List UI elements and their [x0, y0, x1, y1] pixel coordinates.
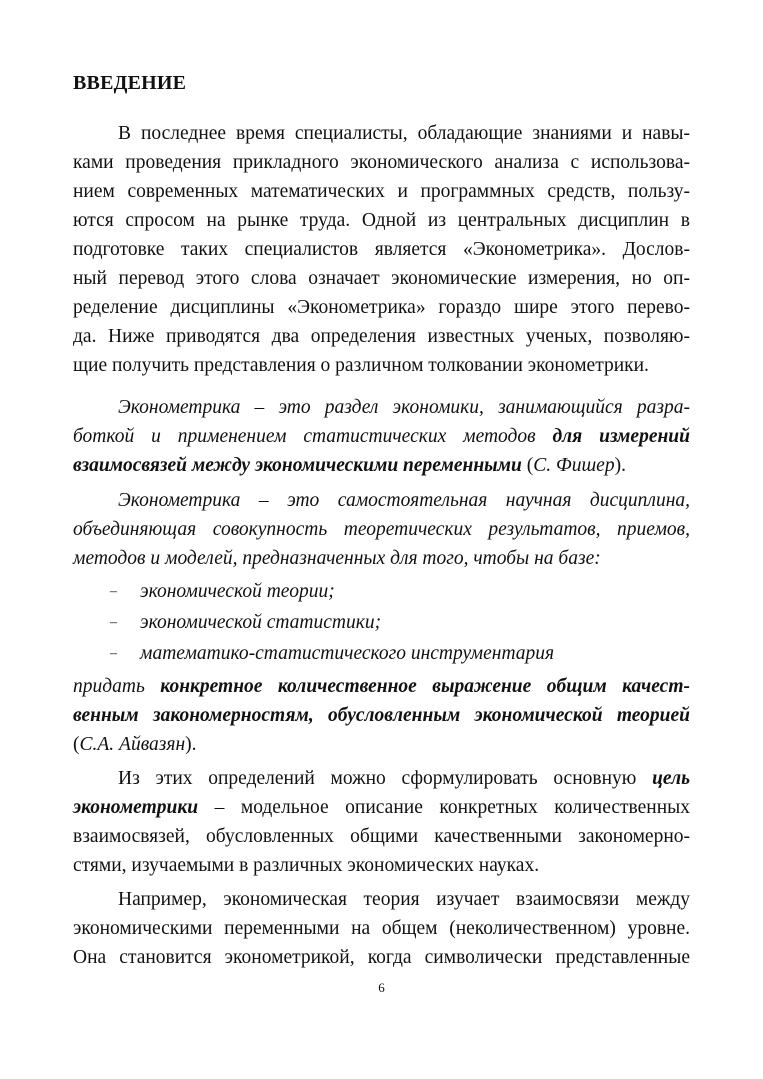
paragraph-line: ределение дисциплины «Эконометрика» гораздо шире этого перево- [73, 297, 690, 318]
definition-line: методов и моделей, предназначенных для того, чтобы на базе: [73, 548, 601, 569]
definition-emphasis: конкретное количественное выражение общим качест- [160, 676, 690, 697]
definition-line: Эконометрика – это раздел экономики, занимающийся разра- [118, 397, 690, 418]
citation-open: ( [521, 455, 534, 476]
list-item-text: экономической теории; [140, 581, 335, 602]
paragraph-line: ками проведения прикладного экономического анализа с использова- [73, 152, 690, 173]
list-dash: – [110, 584, 117, 599]
paragraph-line: ются спросом на рынке труда. Одной из центральных дисциплин в [73, 210, 690, 231]
list-dash: – [110, 615, 117, 630]
definition-text: боткой и применением статистических методов [73, 426, 553, 447]
paragraph-line [73, 795, 690, 821]
list-item-text: экономической статистики; [140, 612, 382, 633]
definition-line [73, 453, 690, 479]
paragraph-line [118, 766, 690, 792]
page-number: 6 [378, 980, 385, 995]
list-item [110, 579, 335, 605]
citation-close: ). [614, 455, 626, 476]
definition-line: венным закономерностям, обусловленным экономической теорией [73, 705, 690, 726]
list-item [110, 610, 381, 636]
definition-emphasis: взаимосвязей между экономическими переменными [73, 455, 522, 476]
citation-open: ( [73, 734, 80, 755]
section-heading: ВВЕДЕНИЕ [73, 72, 187, 94]
definition-emphasis: для измерений [552, 426, 690, 447]
citation-author: С.А. Айвазян [79, 734, 186, 755]
term-emphasis: эконометрики [73, 797, 199, 818]
list-dash: – [110, 646, 117, 661]
paragraph-line: Она становится эконометрикой, когда символически представленные [73, 947, 690, 968]
paragraph-line: Например, экономическая теория изучает взаимосвязи между [118, 889, 690, 910]
paragraph-line: взаимосвязей, обусловленных общими качественными закономерно- [73, 826, 690, 847]
list-item [110, 641, 554, 667]
paragraph-line: подготовке таких специалистов является «Эконометрика». Дослов- [73, 239, 690, 260]
citation-author: С. Фишер [533, 455, 615, 476]
list-item-text: математико-статистического инструментария [140, 643, 555, 664]
paragraph-line: щие получить представления о различном толковании эконометрики. [73, 355, 649, 376]
definition-line: объединяющая совокупность теоретических результатов, приемов, [73, 519, 690, 540]
definition-line [73, 424, 690, 450]
paragraph-text: Из этих определений можно сформулировать основную [118, 768, 653, 789]
paragraph-text: – модельное описание конкретных количественных [198, 797, 690, 818]
term-emphasis: цель [652, 768, 690, 789]
definition-line [73, 732, 690, 758]
citation-close: ). [185, 734, 197, 755]
definition-line [73, 674, 690, 700]
definition-line: Эконометрика – это самостоятельная научная дисциплина, [118, 490, 690, 511]
paragraph-line: нием современных математических и программных средств, пользу- [73, 181, 690, 202]
paragraph-line: В последнее время специалисты, обладающие знаниями и навы- [118, 123, 690, 144]
paragraph-line: да. Ниже приводятся два определения известных ученых, позволяю- [73, 326, 690, 347]
paragraph-line: ный перевод этого слова означает экономические измерения, но оп- [73, 268, 690, 289]
definition-text: придать [73, 676, 161, 697]
paragraph-line: стями, изучаемыми в различных экономических науках. [73, 855, 540, 876]
paragraph-line: экономическими переменными на общем (неколичественном) уровне. [73, 918, 690, 939]
